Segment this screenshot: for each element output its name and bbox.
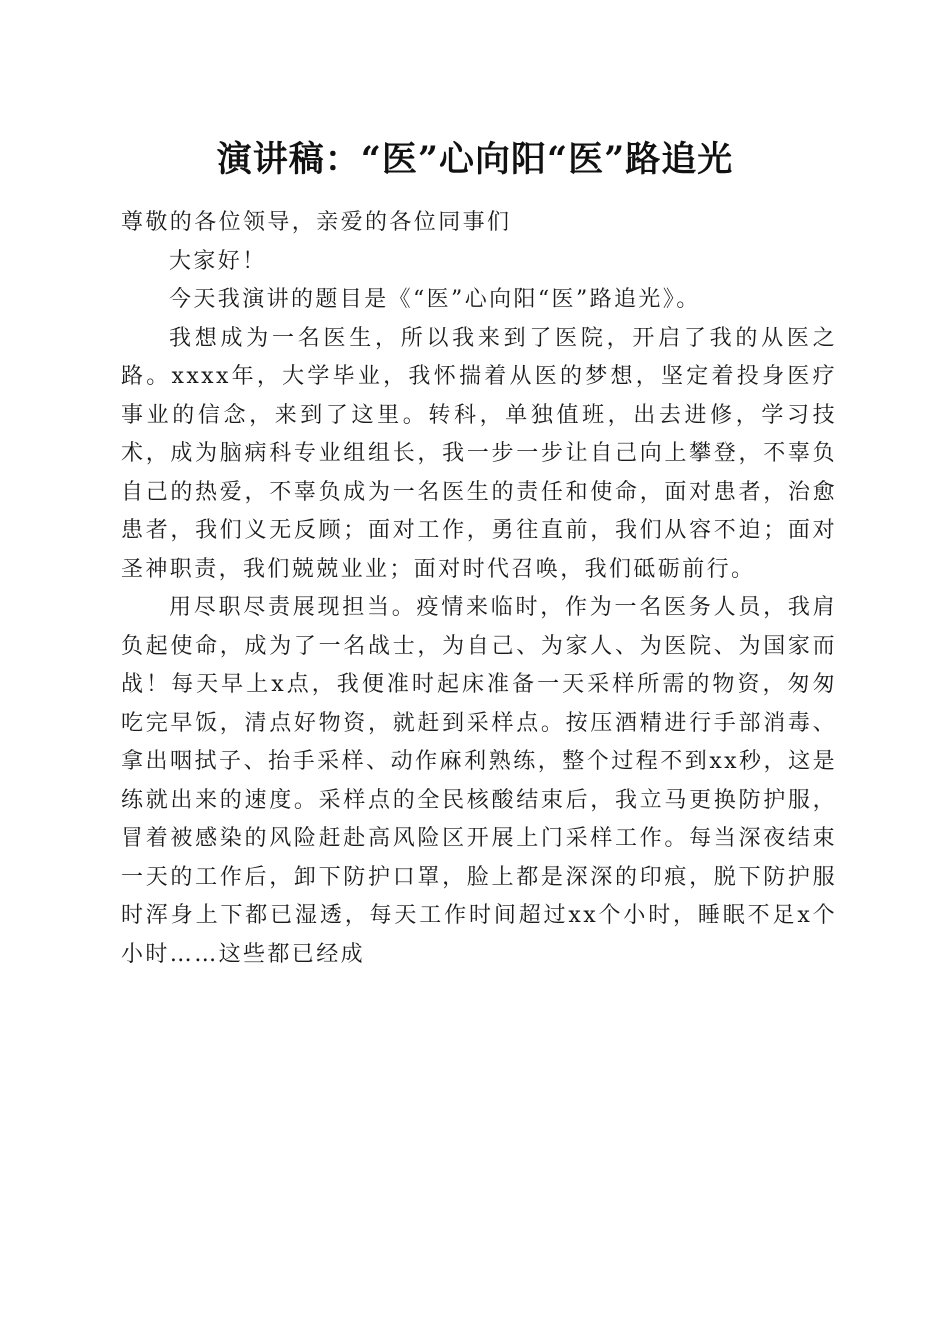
document-title: 演讲稿：“医”心向阳“医”路追光 bbox=[216, 139, 734, 180]
paragraph: 我想成为一名医生，所以我来到了医院，开启了我的从医之路。xxxx年，大学毕业，我怀揣着从医的梦想，坚定着投身医疗事业的信念，来到了这里。转科，单独值班，出去进修，学习技术，成为脑病科专业组组长，我一步一步让自己向上攀登，不辜负自己的热爱，不辜负成为一名医生的责任和使命，面对患者，治愈患者，我们义无反顾；面对工作，勇往直前，我们从容不迫；面对圣神职责，我们兢兢业业；面对时代召唤，我们砥砺前行。 bbox=[121, 325, 837, 582]
document-body bbox=[121, 204, 837, 974]
paragraph: 今天我演讲的题目是《“医”心向阳“医”路追光》。 bbox=[169, 287, 701, 312]
paragraph: 用尽职尽责展现担当。疫情来临时，作为一名医务人员，我肩负起使命，成为了一名战士，为自己、为家人、为医院、为国家而战！每天早上x点，我便准时起床准备一天采样所需的物资，匆匆吃完早饭，清点好物资，就赶到采样点。按压酒精进行手部消毒、拿出咽拭子、抬手采样、动作麻利熟练，整个过程不到xx秒，这是练就出来的速度。采样点的全民核酸结束后，我立马更换防护服，冒着被感染的风险赶赴高风险区开展上门采样工作。每当深夜结束一天的工作后，卸下防护口罩，脸上都是深深的印痕，脱下防护服时浑身上下都已湿透，每天工作时间超过xx个小时，睡眠不足x个小时……这些都已经成 bbox=[121, 595, 837, 967]
greeting-line: 大家好！ bbox=[169, 248, 267, 274]
salutation-line: 尊敬的各位领导，亲爱的各位同事们 bbox=[121, 210, 512, 235]
